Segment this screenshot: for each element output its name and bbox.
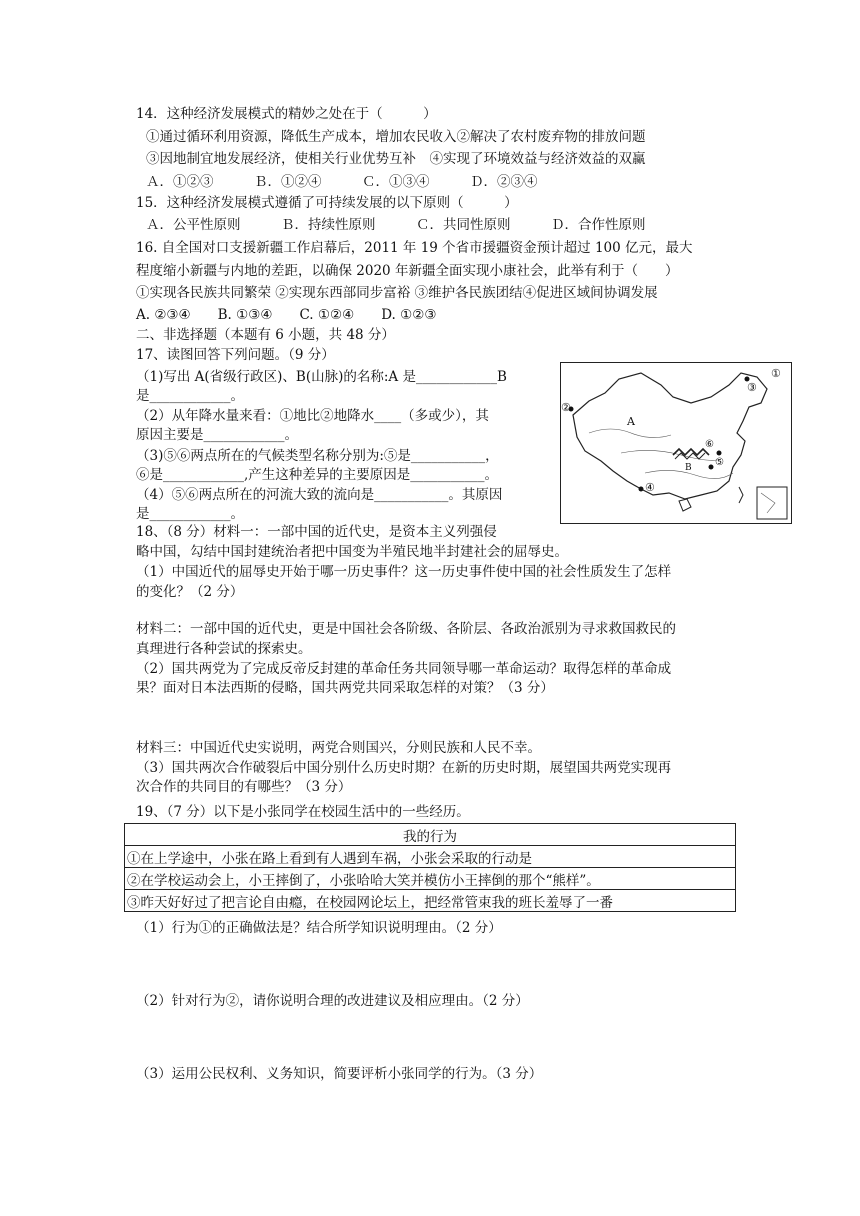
- map-point-6: ⑥: [705, 439, 714, 450]
- map-point-1: ①: [771, 367, 781, 380]
- q15-choices: Ａ．公平性原则 Ｂ．持续性原则 Ｃ．共同性原则 Ｄ．合作性原则: [146, 217, 646, 233]
- behavior-row-1: ①在上学途中，小张在路上看到有人遇到车祸，小张会采取的行动是: [125, 846, 736, 868]
- q19-stem: 19、（7 分）以下是小张同学在校园生活中的一些经历。: [136, 804, 470, 820]
- q17-part3-line2: ⑥是____________,产生这种差异的主要原因是___________。: [136, 467, 499, 483]
- q18-material1-line1: 18、（8 分）材料一：一部中国的近代史，是资本主义列强侵: [136, 524, 497, 540]
- q18-material2-line1: 材料二：一部中国的近代史，更是中国社会各阶级、各阶层、各政治派别为寻求救国救民的: [136, 621, 676, 637]
- q19-question2: （2）针对行为②，请你说明合理的改进建议及相应理由。（2 分）: [136, 993, 529, 1009]
- behavior-table: [124, 823, 736, 912]
- map-point-2: ②: [561, 401, 571, 414]
- q18-material2-line2: 真理进行各种尝试的探索史。: [136, 641, 312, 657]
- q19-question1: （1）行为①的正确做法是？结合所学知识说明理由。（2 分）: [136, 920, 502, 936]
- q18-question3-line2: 次合作的共同目的有哪些？（3 分）: [136, 779, 352, 795]
- q14-options-line2: ③因地制宜地发展经济，使相关行业优势互补 ④实现了环境效益与经济效益的双赢: [146, 151, 646, 167]
- section-heading: 二、非选择题（本题有 6 小题，共 48 分）: [136, 327, 395, 343]
- q17-part1-line2: 是____________。: [136, 388, 244, 404]
- behavior-row-3: ③昨天好好过了把言论自由瘾，在校园网论坛上，把经常管束我的班长羞辱了一番: [125, 890, 736, 912]
- q17-part1-line1: （1)写出 A(省级行政区)、B(山脉)的名称:A 是____________B: [136, 369, 507, 385]
- q17-part3-line1: （3)⑤⑥两点所在的气候类型名称分别为:⑤是___________，: [136, 448, 499, 464]
- map-label-b: B: [685, 463, 692, 473]
- behavior-row-2: ②在学校运动会上，小王摔倒了，小张哈哈大笑并模仿小王摔倒的那个“熊样”。: [125, 868, 736, 890]
- q17-part2-line1: （2）从年降水量来看：①地比②地降水____（多或少），其: [136, 408, 489, 424]
- q18-question1-line1: （1）中国近代的屈辱史开始于哪一历史事件？这一历史事件使中国的社会性质发生了怎样: [136, 564, 672, 580]
- china-map: [560, 362, 792, 524]
- q17-part4-line2: 是____________。: [136, 506, 244, 522]
- behavior-table-header: 我的行为: [125, 824, 736, 846]
- q18-material3: 材料三：中国近代史实说明，两党合则国兴，分则民族和人民不幸。: [136, 740, 541, 756]
- map-point-4: ④: [645, 481, 655, 494]
- q18-material1-line2: 略中国，勾结中国封建统治者把中国变为半殖民地半封建社会的屈辱史。: [136, 544, 568, 560]
- q15-stem: 15．这种经济发展模式遵循了可持续发展的以下原则（ ）: [136, 195, 518, 211]
- map-label-a: A: [627, 415, 635, 428]
- q16-choices: A. ②③④ B. ①③④ C. ①②④ D. ①②③: [136, 307, 437, 323]
- q14-choices: Ａ．①②③ Ｂ．①②④ Ｃ．①③④ Ｄ．②③④: [146, 174, 538, 190]
- q17-part2-line2: 原因主要是____________。: [136, 427, 298, 443]
- q16-stem-line2: 程度缩小新疆与内地的差距，以确保 2020 年新疆全面实现小康社会，此举有利于（ ）: [136, 263, 679, 279]
- q16-options: ①实现各民族共同繁荣 ②实现东西部同步富裕 ③维护各民族团结④促进区域间协调发展: [136, 285, 658, 301]
- q18-question1-line2: 的变化？（2 分）: [136, 584, 244, 600]
- q14-stem: 14．这种经济发展模式的精妙之处在于（ ）: [136, 106, 437, 122]
- q18-question2-line2: 果？面对日本法西斯的侵略，国共两党共同采取怎样的对策？（3 分）: [136, 680, 554, 696]
- map-point-3: ③: [747, 381, 757, 394]
- q18-question2-line1: （2）国共两党为了完成反帝反封建的革命任务共同领导哪一革命运动？取得怎样的革命成: [136, 661, 672, 677]
- q17-stem: 17、读图回答下列问题。（9 分）: [136, 347, 335, 363]
- q17-part4-line1: （4）⑤⑥两点所在的河流大致的流向是___________。其原因: [136, 487, 503, 503]
- map-point-5: ⑤: [715, 457, 724, 468]
- q19-question3: （3）运用公民权利、义务知识，简要评析小张同学的行为。（3 分）: [136, 1066, 543, 1082]
- q16-stem-line1: 16. 自全国对口支援新疆工作启幕后，2011 年 19 个省市援疆资金预计超过 100 亿元，最大: [136, 240, 693, 256]
- q14-options-line1: ①通过循环利用资源，降低生产成本，增加农民收入②解决了农村废弃物的排放问题: [146, 129, 646, 145]
- q18-question3-line1: （3）国共两次合作破裂后中国分别什么历史时期？在新的历史时期，展望国共两党实现再: [136, 760, 672, 776]
